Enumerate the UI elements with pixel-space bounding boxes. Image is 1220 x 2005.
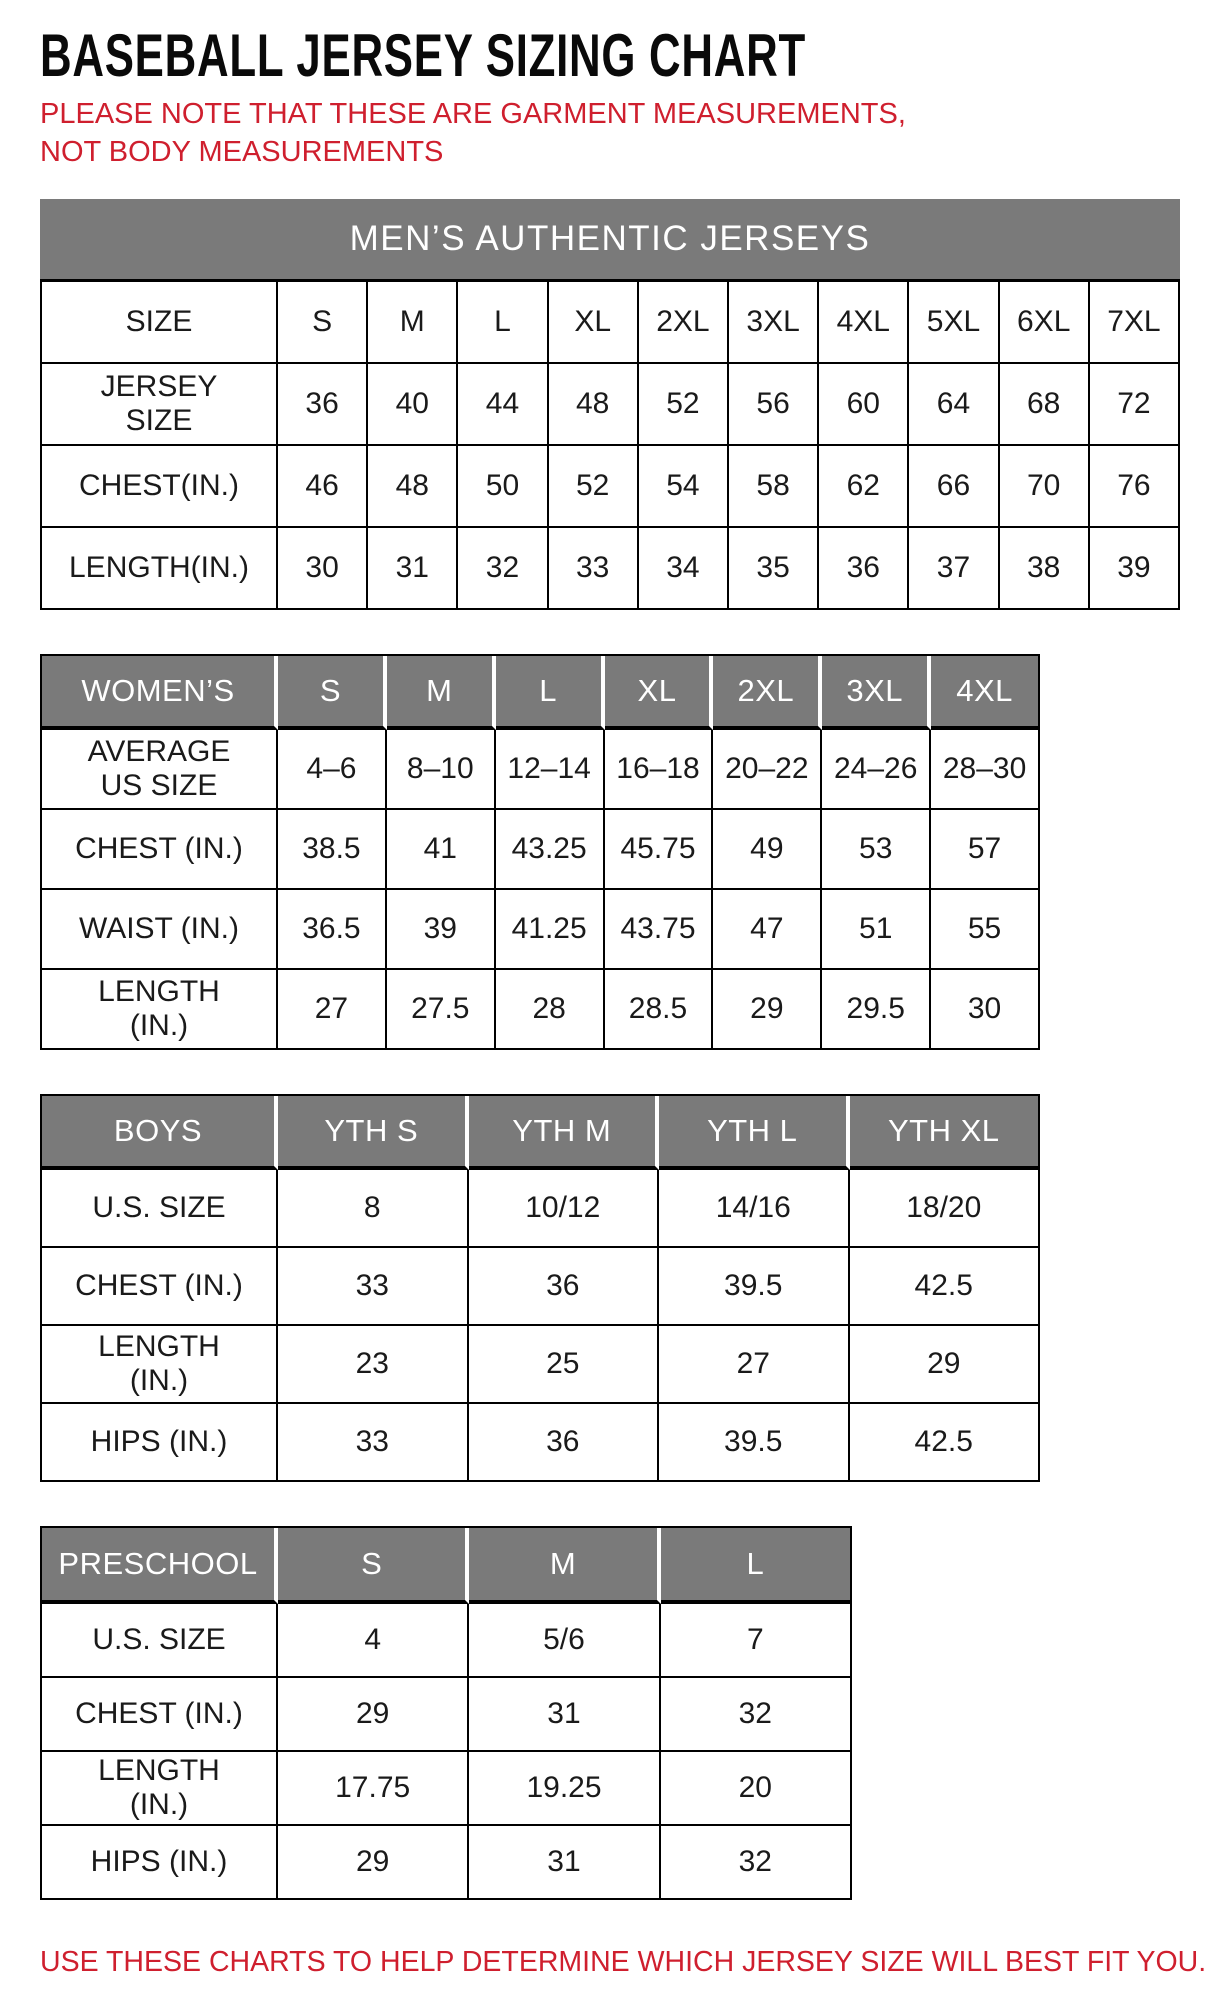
boys-row-label: CHEST (IN.) [42, 1248, 278, 1326]
mens-value-cell: 46 [278, 446, 368, 528]
boys-row-label: HIPS (IN.) [42, 1404, 278, 1482]
mens-value-cell: 52 [639, 364, 729, 446]
womens-value-cell: 45.75 [605, 810, 714, 890]
womens-value-cell: 29.5 [822, 970, 931, 1050]
mens-value-cell: 70 [1000, 446, 1090, 528]
preschool-value-cell: 29 [278, 1826, 469, 1900]
womens-value-cell: 28 [496, 970, 605, 1050]
womens-value-cell: 43.75 [605, 890, 714, 970]
womens-size-header: M [387, 656, 496, 730]
mens-value-cell: L [458, 282, 548, 364]
womens-size-header: 2XL [713, 656, 822, 730]
mens-value-cell: 37 [909, 528, 999, 610]
womens-table-name: WOMEN’S [42, 656, 278, 730]
womens-value-cell: 43.25 [496, 810, 605, 890]
preschool-value-cell: 5/6 [469, 1604, 660, 1678]
womens-value-cell: 57 [931, 810, 1040, 890]
preschool-row-label: HIPS (IN.) [42, 1826, 278, 1900]
womens-value-cell: 16–18 [605, 730, 714, 810]
boys-size-header: YTH M [469, 1096, 660, 1170]
boys-value-cell: 42.5 [850, 1404, 1041, 1482]
preschool-value-cell: 29 [278, 1678, 469, 1752]
boys-value-cell: 14/16 [659, 1170, 850, 1248]
womens-value-cell: 20–22 [713, 730, 822, 810]
mens-value-cell: 33 [549, 528, 639, 610]
mens-value-cell: 68 [1000, 364, 1090, 446]
mens-value-cell: 40 [368, 364, 458, 446]
womens-value-cell: 38.5 [278, 810, 387, 890]
preschool-value-cell: 4 [278, 1604, 469, 1678]
womens-value-cell: 12–14 [496, 730, 605, 810]
boys-value-cell: 33 [278, 1248, 469, 1326]
womens-value-cell: 47 [713, 890, 822, 970]
preschool-table [40, 1526, 852, 1900]
preschool-value-cell: 31 [469, 1678, 660, 1752]
mens-value-cell: 2XL [639, 282, 729, 364]
mens-value-cell: 4XL [819, 282, 909, 364]
preschool-table-section [40, 1526, 1180, 1900]
boys-value-cell: 27 [659, 1326, 850, 1404]
womens-table-section [40, 654, 1180, 1050]
page-title-text: BASEBALL JERSEY SIZING CHART [40, 22, 806, 89]
boys-value-cell: 42.5 [850, 1248, 1041, 1326]
preschool-value-cell: 20 [661, 1752, 852, 1826]
mens-value-cell: 62 [819, 446, 909, 528]
mens-value-cell: 36 [278, 364, 368, 446]
mens-row-label: LENGTH(IN.) [42, 528, 278, 610]
preschool-value-cell: 32 [661, 1826, 852, 1900]
mens-value-cell: 76 [1090, 446, 1180, 528]
womens-value-cell: 4–6 [278, 730, 387, 810]
womens-value-cell: 49 [713, 810, 822, 890]
footer-note: USE THESE CHARTS TO HELP DETERMINE WHICH JERSEY SIZE WILL BEST FIT YOU. [40, 1946, 1207, 1979]
womens-row-label: AVERAGE US SIZE [42, 730, 278, 810]
mens-value-cell: 6XL [1000, 282, 1090, 364]
boys-value-cell: 23 [278, 1326, 469, 1404]
preschool-value-cell: 7 [661, 1604, 852, 1678]
womens-row-label: WAIST (IN.) [42, 890, 278, 970]
preschool-row-label: U.S. SIZE [42, 1604, 278, 1678]
mens-table-section [40, 199, 1180, 610]
womens-value-cell: 24–26 [822, 730, 931, 810]
boys-value-cell: 8 [278, 1170, 469, 1248]
mens-value-cell: 31 [368, 528, 458, 610]
boys-table [40, 1094, 1040, 1482]
womens-size-header: XL [605, 656, 714, 730]
preschool-row-label: CHEST (IN.) [42, 1678, 278, 1752]
mens-value-cell: 48 [549, 364, 639, 446]
womens-value-cell: 28–30 [931, 730, 1040, 810]
womens-value-cell: 41 [387, 810, 496, 890]
womens-value-cell: 29 [713, 970, 822, 1050]
mens-value-cell: 48 [368, 446, 458, 528]
boys-value-cell: 29 [850, 1326, 1041, 1404]
mens-value-cell: 56 [729, 364, 819, 446]
mens-table-title: MEN’S AUTHENTIC JERSEYS [40, 199, 1180, 279]
boys-value-cell: 33 [278, 1404, 469, 1482]
mens-value-cell: 60 [819, 364, 909, 446]
mens-value-cell: XL [549, 282, 639, 364]
boys-value-cell: 39.5 [659, 1248, 850, 1326]
boys-value-cell: 10/12 [469, 1170, 660, 1248]
mens-value-cell: 34 [639, 528, 729, 610]
womens-value-cell: 27 [278, 970, 387, 1050]
mens-value-cell: 3XL [729, 282, 819, 364]
boys-value-cell: 25 [469, 1326, 660, 1404]
boys-value-cell: 18/20 [850, 1170, 1041, 1248]
boys-table-name: BOYS [42, 1096, 278, 1170]
mens-value-cell: 36 [819, 528, 909, 610]
mens-value-cell: 64 [909, 364, 999, 446]
mens-value-cell: 35 [729, 528, 819, 610]
womens-value-cell: 39 [387, 890, 496, 970]
mens-value-cell: 5XL [909, 282, 999, 364]
mens-value-cell: 44 [458, 364, 548, 446]
boys-size-header: YTH L [659, 1096, 850, 1170]
mens-value-cell: 32 [458, 528, 548, 610]
womens-value-cell: 27.5 [387, 970, 496, 1050]
mens-value-cell: 7XL [1090, 282, 1180, 364]
preschool-value-cell: 32 [661, 1678, 852, 1752]
mens-value-cell: 58 [729, 446, 819, 528]
womens-value-cell: 51 [822, 890, 931, 970]
preschool-value-cell: 31 [469, 1826, 660, 1900]
boys-value-cell: 36 [469, 1248, 660, 1326]
womens-value-cell: 41.25 [496, 890, 605, 970]
womens-value-cell: 53 [822, 810, 931, 890]
mens-value-cell: M [368, 282, 458, 364]
womens-table [40, 654, 1040, 1050]
boys-table-section [40, 1094, 1180, 1482]
mens-value-cell: S [278, 282, 368, 364]
womens-value-cell: 8–10 [387, 730, 496, 810]
womens-value-cell: 28.5 [605, 970, 714, 1050]
preschool-table-name: PRESCHOOL [42, 1528, 278, 1604]
page-title [40, 22, 1180, 89]
womens-row-label: LENGTH (IN.) [42, 970, 278, 1050]
womens-row-label: CHEST (IN.) [42, 810, 278, 890]
mens-value-cell: 38 [1000, 528, 1090, 610]
mens-value-cell: 39 [1090, 528, 1180, 610]
boys-size-header: YTH XL [850, 1096, 1041, 1170]
mens-row-label: JERSEY SIZE [42, 364, 278, 446]
mens-value-cell: 50 [458, 446, 548, 528]
womens-size-header: L [496, 656, 605, 730]
boys-value-cell: 36 [469, 1404, 660, 1482]
mens-value-cell: 66 [909, 446, 999, 528]
womens-size-header: S [278, 656, 387, 730]
womens-size-header: 4XL [931, 656, 1040, 730]
boys-value-cell: 39.5 [659, 1404, 850, 1482]
womens-value-cell: 55 [931, 890, 1040, 970]
preschool-size-header: M [469, 1528, 660, 1604]
mens-value-cell: 54 [639, 446, 729, 528]
preschool-value-cell: 17.75 [278, 1752, 469, 1826]
mens-value-cell: 72 [1090, 364, 1180, 446]
preschool-size-header: S [278, 1528, 469, 1604]
preschool-value-cell: 19.25 [469, 1752, 660, 1826]
preschool-row-label: LENGTH (IN.) [42, 1752, 278, 1826]
boys-row-label: LENGTH (IN.) [42, 1326, 278, 1404]
preschool-size-header: L [661, 1528, 852, 1604]
boys-row-label: U.S. SIZE [42, 1170, 278, 1248]
womens-value-cell: 30 [931, 970, 1040, 1050]
mens-row-label: CHEST(IN.) [42, 446, 278, 528]
mens-value-cell: 52 [549, 446, 639, 528]
garment-measurement-note: PLEASE NOTE THAT THESE ARE GARMENT MEASUREMENTS, NOT BODY MEASUREMENTS [40, 98, 906, 168]
mens-row-label: SIZE [42, 282, 278, 364]
womens-value-cell: 36.5 [278, 890, 387, 970]
womens-size-header: 3XL [822, 656, 931, 730]
mens-table [40, 279, 1180, 610]
mens-value-cell: 30 [278, 528, 368, 610]
boys-size-header: YTH S [278, 1096, 469, 1170]
